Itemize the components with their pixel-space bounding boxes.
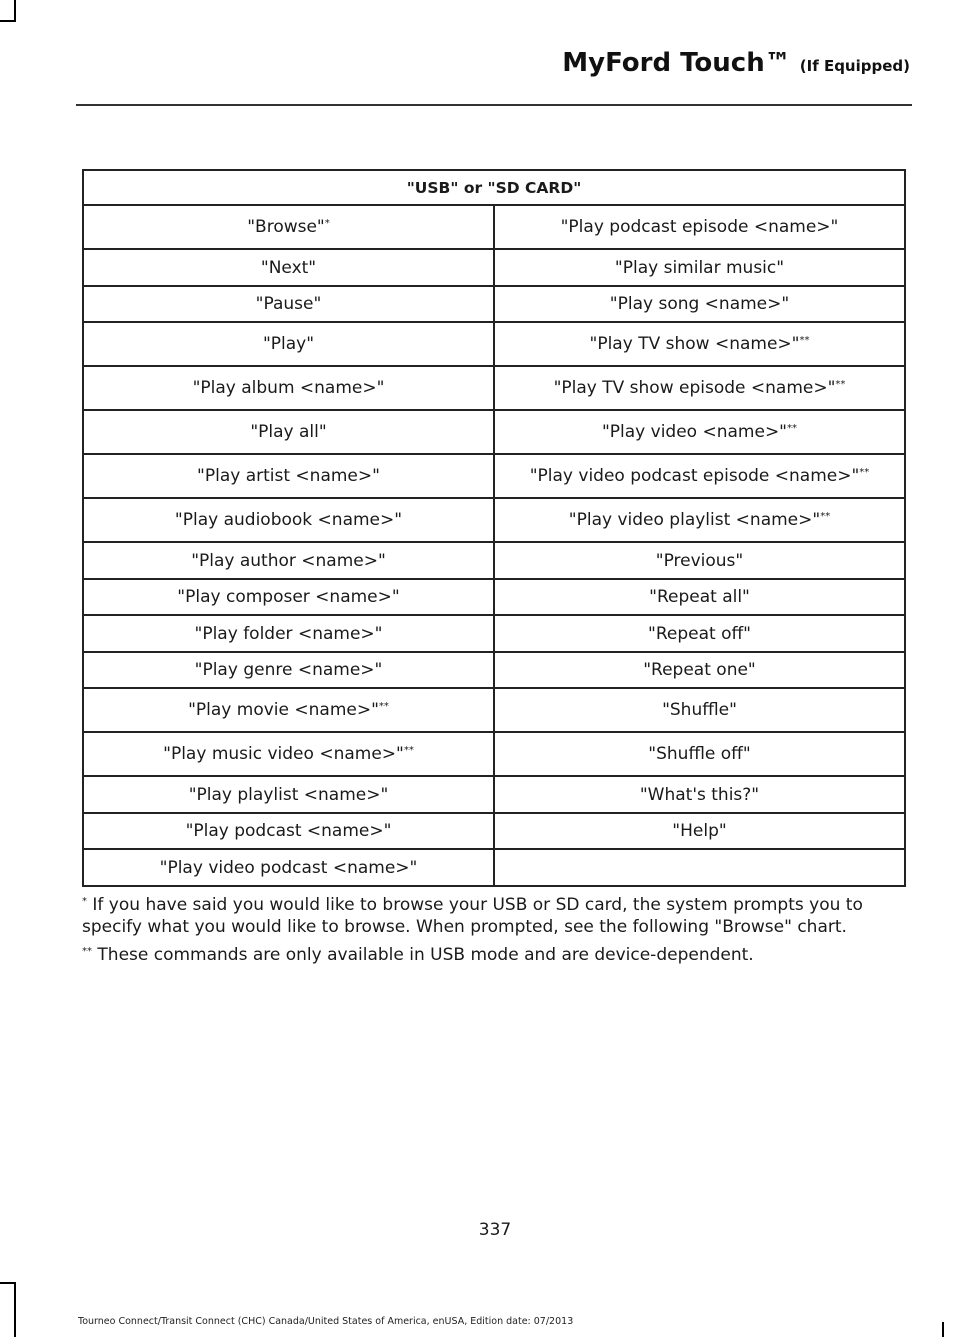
- table-cell-left: [83, 813, 494, 849]
- command-text: "Play author <name>": [191, 550, 386, 571]
- command-text: "Play artist <name>": [197, 466, 380, 486]
- page-header-title: [562, 48, 910, 78]
- footnotes: [82, 894, 908, 972]
- footnote-marker: **: [378, 701, 389, 712]
- header-subtitle: (If Equipped): [799, 57, 910, 75]
- table-row: [83, 249, 905, 286]
- table-cell-right: [494, 849, 905, 886]
- table-cell-right: [494, 652, 905, 688]
- table-cell-left: [83, 366, 494, 410]
- footnote-text: If you have said you would like to browse your USB or SD card, the system prompts you to specify what you would like to browse. When prompted, see the following "Browse" chart.: [82, 895, 863, 937]
- table-row: [83, 688, 905, 732]
- crop-mark-bottom-left: [14, 1282, 16, 1337]
- header-divider: [76, 104, 912, 106]
- table-row: [83, 498, 905, 542]
- table-cell-right: [494, 249, 905, 286]
- command-text: "Next": [260, 257, 317, 278]
- command-text: "Play song <name>": [609, 294, 790, 314]
- command-text: "Help": [672, 821, 727, 841]
- command-text: "Play similar music": [614, 257, 785, 278]
- table-cell-left: [83, 688, 494, 732]
- table-cell-right: [494, 542, 905, 579]
- footnote-double-asterisk: [82, 944, 908, 966]
- command-text: "Pause": [255, 294, 322, 314]
- table-row: [83, 454, 905, 498]
- crop-mark-bottom-left-horizontal: [0, 1282, 16, 1284]
- table-heading: "USB" or "SD CARD": [83, 170, 905, 205]
- command-text: "Play video podcast episode <name>": [529, 466, 860, 486]
- header-title-text: MyFord Touch™: [562, 48, 791, 78]
- table-cell-left: [83, 849, 494, 886]
- table-cell-right: [494, 776, 905, 813]
- footnote-mark: **: [82, 946, 92, 957]
- table-cell-right: [494, 322, 905, 366]
- footnote-mark: *: [82, 896, 87, 907]
- command-text: "Play audiobook <name>": [174, 510, 403, 530]
- footnote-text: These commands are only available in USB mode and are device-dependent.: [92, 945, 754, 965]
- table-row: [83, 615, 905, 652]
- footnote-marker: **: [799, 335, 810, 346]
- table-cell-right: [494, 688, 905, 732]
- table-cell-left: [83, 286, 494, 322]
- footnote-marker: **: [820, 511, 831, 522]
- table-cell-left: [83, 249, 494, 286]
- table-row: [83, 366, 905, 410]
- command-text: "Repeat off": [648, 623, 751, 644]
- crop-mark-bottom-right: [942, 1322, 944, 1337]
- voice-commands-table: [82, 169, 906, 887]
- command-text: "Play video podcast <name>": [159, 857, 418, 878]
- page-number: 337: [478, 1220, 512, 1240]
- footnote-marker: **: [835, 379, 846, 390]
- crop-mark-top-left: [14, 0, 16, 20]
- command-text: "Play movie <name>": [188, 700, 379, 720]
- table-cell-left: [83, 498, 494, 542]
- command-text: "Play folder <name>": [194, 623, 383, 644]
- table-row: [83, 579, 905, 615]
- command-text: "Shuffle": [662, 700, 737, 720]
- table-cell-left: [83, 322, 494, 366]
- command-text: "Play TV show episode <name>": [553, 378, 836, 398]
- command-text: "Play podcast <name>": [185, 821, 392, 841]
- table-cell-right: [494, 732, 905, 776]
- table-cell-left: [83, 542, 494, 579]
- command-text: "What's this?": [639, 784, 760, 805]
- command-text: "Play all": [250, 422, 327, 442]
- table-cell-left: [83, 579, 494, 615]
- table-cell-right: [494, 454, 905, 498]
- table-row: [83, 286, 905, 322]
- table-cell-right: [494, 579, 905, 615]
- command-text: "Browse": [247, 217, 325, 237]
- command-text: "Previous": [655, 550, 744, 571]
- table-row: [83, 542, 905, 579]
- command-text: "Play": [262, 334, 315, 354]
- table-row: [83, 849, 905, 886]
- table-row: [83, 410, 905, 454]
- table-cell-left: [83, 652, 494, 688]
- command-text: "Play composer <name>": [177, 587, 400, 607]
- table-cell-right: [494, 410, 905, 454]
- command-text: "Play playlist <name>": [188, 784, 389, 805]
- footnote-marker: **: [403, 745, 414, 756]
- table-cell-right: [494, 286, 905, 322]
- command-text: "Play TV show <name>": [589, 334, 800, 354]
- table-cell-right: [494, 498, 905, 542]
- table-header-row: [83, 170, 905, 205]
- table-row: [83, 776, 905, 813]
- footnote-marker: *: [324, 218, 330, 229]
- command-text: "Play podcast episode <name>": [560, 217, 839, 237]
- footnote-marker: **: [859, 467, 870, 478]
- command-text: "Repeat all": [649, 587, 750, 607]
- page-footer: Tourneo Connect/Transit Connect (CHC) Canada/United States of America, enUSA, Edition date: 07/2013: [78, 1316, 574, 1327]
- table-cell-left: [83, 454, 494, 498]
- table-cell-left: [83, 615, 494, 652]
- table-cell-left: [83, 205, 494, 249]
- footnote-marker: **: [787, 423, 798, 434]
- table-row: [83, 813, 905, 849]
- command-text: "Play genre <name>": [194, 660, 383, 680]
- command-text: "Repeat one": [643, 660, 756, 680]
- table-row: [83, 732, 905, 776]
- crop-mark-top-left-horizontal: [0, 20, 16, 22]
- table-row: [83, 652, 905, 688]
- command-text: "Play music video <name>": [163, 744, 404, 764]
- table-cell-right: [494, 615, 905, 652]
- command-text: "Play album <name>": [192, 378, 385, 398]
- command-text: "Play video playlist <name>": [568, 510, 821, 530]
- table-cell-left: [83, 732, 494, 776]
- table-row: [83, 322, 905, 366]
- table-cell-left: [83, 776, 494, 813]
- table-row: [83, 205, 905, 249]
- command-text: "Play video <name>": [601, 422, 788, 442]
- command-text: "Shuffle off": [648, 744, 751, 764]
- table-cell-left: [83, 410, 494, 454]
- table-cell-right: [494, 205, 905, 249]
- table-cell-right: [494, 813, 905, 849]
- footnote-single-asterisk: [82, 894, 908, 938]
- table-cell-right: [494, 366, 905, 410]
